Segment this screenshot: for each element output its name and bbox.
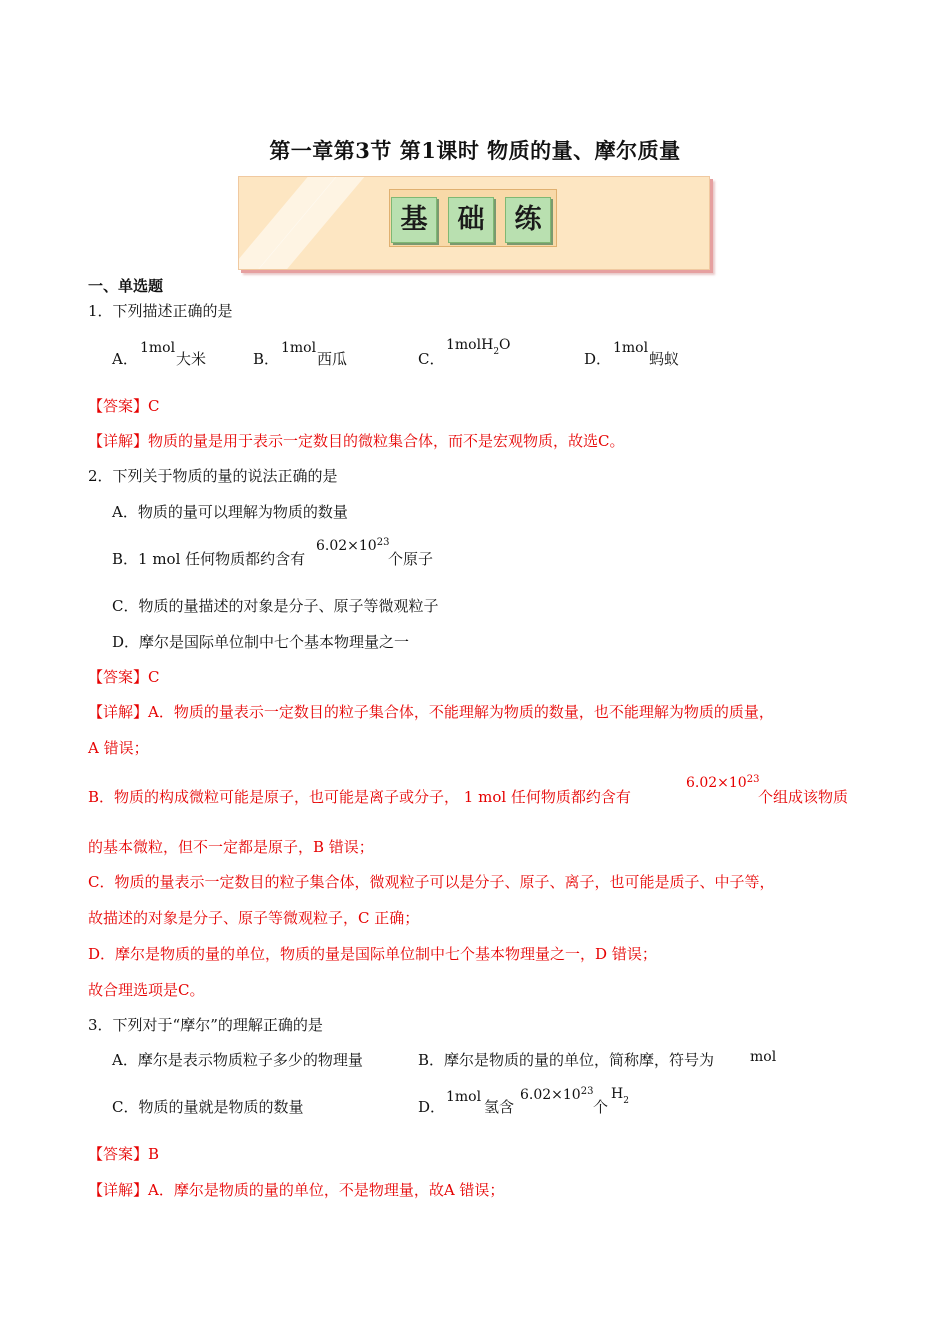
explanation: 故合理选项是C。: [88, 981, 205, 999]
explanation: A 错误；: [88, 739, 149, 757]
option-text: A．物质的量可以理解为物质的数量: [112, 503, 348, 521]
option-text: C．物质的量描述的对象是分子、原子等微观粒子: [112, 597, 439, 615]
question-stem: 2．下列关于物质的量的说法正确的是: [88, 467, 338, 485]
number-exponent: 23: [580, 1086, 594, 1097]
option-unit: 1mol: [613, 340, 649, 356]
explanation: 故描述的对象是分子、原子等微观粒子，C 正确；: [88, 909, 420, 927]
option-text: 氢含: [484, 1098, 515, 1116]
option-label: A．: [112, 350, 138, 368]
page-title: 第一章第3节 第1课时 物质的量、摩尔质量: [269, 138, 681, 163]
option-unit: 1mol: [281, 340, 317, 356]
section-heading: 一、单选题: [88, 277, 164, 295]
explanation: 【详解】A．摩尔是物质的量的单位，不是物理量，故A 错误；: [88, 1181, 505, 1199]
number-mantissa: 6.02×10: [316, 538, 377, 554]
option-text: 大米: [176, 350, 207, 368]
number-exponent: 23: [376, 537, 390, 548]
banner: [238, 176, 710, 270]
number-mantissa: 6.02×10: [686, 775, 747, 791]
answer: 【答案】C: [88, 397, 160, 415]
option-text: 个原子: [388, 550, 434, 568]
option-label: D．: [584, 350, 612, 368]
explanation: 【详解】A．物质的量表示一定数目的粒子集合体，不能理解为物质的数量，也不能理解为物质的质量，: [88, 703, 774, 721]
option-formula: [446, 337, 511, 357]
option-text: D．摩尔是国际单位制中七个基本物理量之一: [112, 633, 410, 651]
scientific-number: [686, 776, 759, 790]
formula-tail: O: [499, 337, 511, 353]
explanation: D．摩尔是物质的量的单位，物质的量是国际单位制中七个基本物理量之一，D 错误；: [88, 945, 657, 963]
option-text: B．1 mol 任何物质都约含有: [112, 550, 306, 568]
scientific-number: [520, 1088, 593, 1102]
scientific-number: [316, 539, 389, 553]
question-stem: 3．下列对于“摩尔”的理解正确的是: [88, 1016, 323, 1034]
explanation: 的基本微粒，但不一定都是原子，B 错误；: [88, 838, 374, 856]
question-stem: 1．下列描述正确的是: [88, 302, 233, 320]
formula-text: H: [611, 1086, 624, 1102]
unit-symbol: mol: [750, 1049, 777, 1065]
number-mantissa: 6.02×10: [520, 1087, 581, 1103]
option-unit: 1mol: [446, 1089, 482, 1105]
explanation: 【详解】物质的量是用于表示一定数目的微粒集合体，而不是宏观物质，故选C。: [88, 432, 625, 450]
answer: 【答案】C: [88, 668, 160, 686]
formula-subscript: 2: [623, 1096, 629, 1106]
option-text: A．摩尔是表示物质粒子多少的物理量: [112, 1051, 363, 1069]
answer: 【答案】B: [88, 1145, 160, 1163]
option-text: B．摩尔是物质的量的单位，简称摩，符号为: [418, 1051, 715, 1069]
number-exponent: 23: [746, 774, 760, 785]
option-text: 西瓜: [317, 350, 348, 368]
option-text: 个: [593, 1098, 609, 1116]
option-label: C．: [418, 350, 445, 368]
explanation: C．物质的量表示一定数目的粒子集合体，微观粒子可以是分子、原子、离子，也可能是质子、中子等，: [88, 873, 775, 891]
option-text: C．物质的量就是物质的数量: [112, 1098, 304, 1116]
banner-char: 础: [448, 197, 494, 243]
explanation: 个组成该物质: [758, 788, 849, 806]
formula-text: 1molH: [446, 337, 494, 353]
explanation: B．物质的构成微粒可能是原子，也可能是离子或分子， 1 mol 任何物质都约含有: [88, 788, 631, 806]
option-unit: 1mol: [140, 340, 176, 356]
option-label: B．: [253, 350, 280, 368]
option-label: D．: [418, 1098, 446, 1116]
banner-char: 练: [505, 197, 551, 243]
option-text: 蚂蚁: [649, 350, 680, 368]
formula: [611, 1086, 629, 1106]
banner-char: 基: [391, 197, 437, 243]
formula-subscript: 2: [493, 347, 500, 357]
